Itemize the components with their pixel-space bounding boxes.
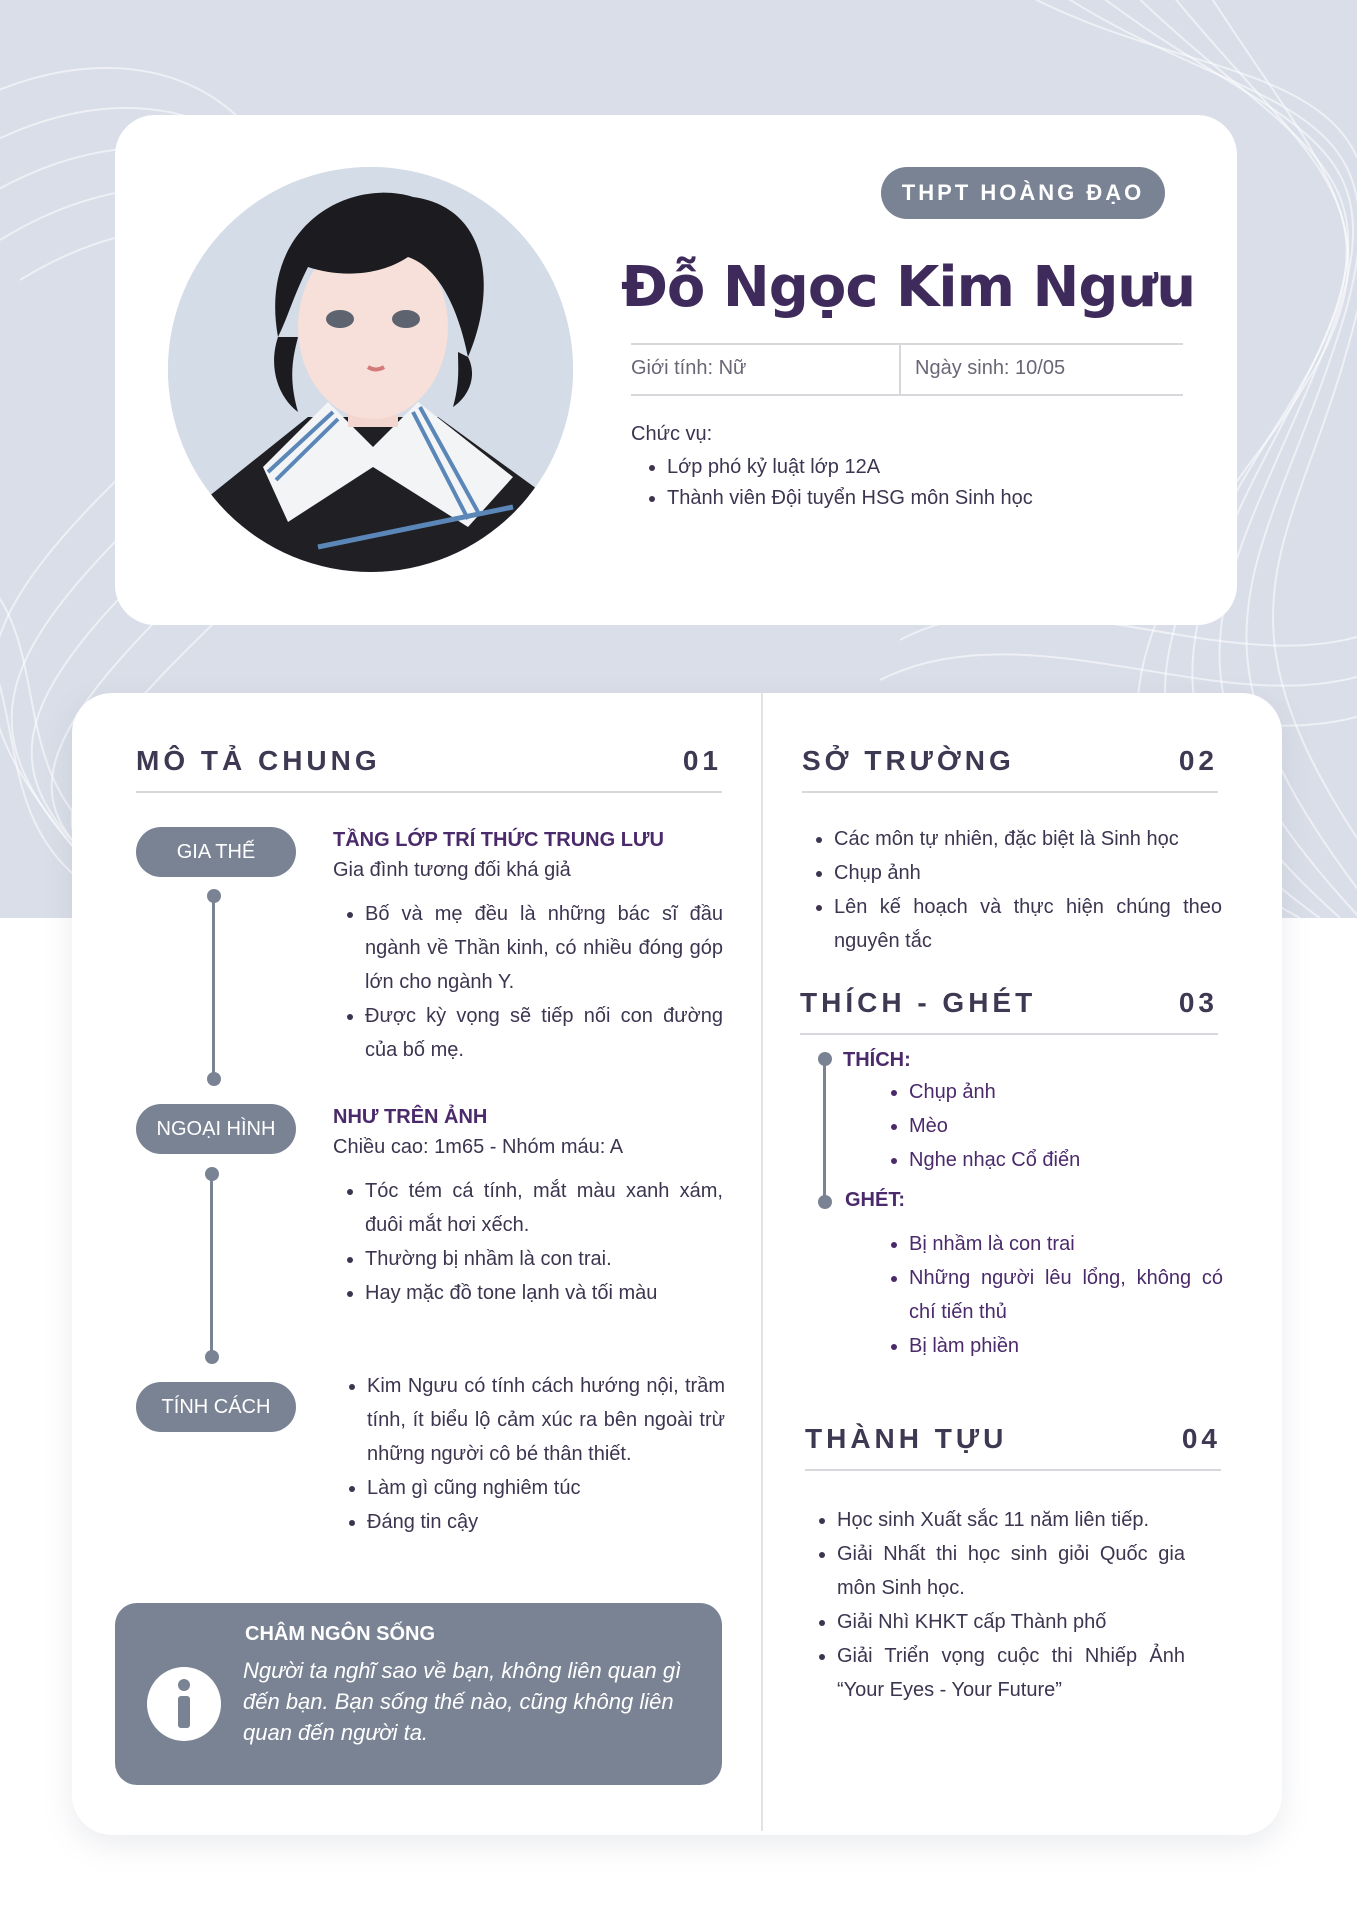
info-icon (145, 1665, 223, 1743)
section-likes-header (800, 987, 1218, 1035)
list-item: • Giải Nhì KHKT cấp Thành phố (837, 1605, 1185, 1639)
dislike-label: GHÉT: (845, 1189, 905, 1211)
section-title: MÔ TẢ CHUNG (136, 745, 381, 776)
motto-box (115, 1603, 722, 1785)
section-strengths-header (802, 745, 1218, 793)
appearance-title: NHƯ TRÊN ẢNH (333, 1106, 488, 1128)
list-item: • Bố và mẹ đều là những bác sĩ đầu ngành về Thần kinh, có nhiều đóng góp lớn cho ngành Y. (365, 897, 723, 999)
section-number: 04 (1181, 1423, 1221, 1454)
role-label: Chức vụ: (631, 423, 713, 445)
timeline-line (823, 1058, 826, 1203)
strengths-list (834, 822, 1222, 958)
motto-title: CHÂM NGÔN SỐNG (245, 1623, 435, 1645)
dislike-list (909, 1227, 1223, 1363)
list-item: • Học sinh Xuất sắc 11 năm liên tiếp. (837, 1503, 1185, 1537)
like-label: THÍCH: (843, 1049, 911, 1071)
list-item: • Đáng tin cậy (367, 1505, 725, 1539)
list-item: • Những người lêu lổng, không có chí tiến thủ (909, 1261, 1223, 1329)
student-name: Đỗ Ngọc Kim Ngưu (621, 255, 1196, 320)
motto-text: Người ta nghĩ sao về bạn, không liên quan gì đến bạn. Bạn sống thế nào, cũng không liên quan đến người ta. (243, 1658, 682, 1745)
likes-block (843, 1045, 1223, 1363)
list-item: • Nghe nhạc Cổ điển (909, 1143, 1223, 1177)
section-number: 03 (1178, 987, 1218, 1018)
pill-family: GIA THẾ (136, 827, 296, 877)
birthday-field: Ngày sinh: 10/05 (899, 345, 1183, 394)
family-title: TẦNG LỚP TRÍ THỨC TRUNG LƯU (333, 829, 664, 851)
timeline-dot (205, 1350, 219, 1364)
section-number: 02 (1178, 745, 1218, 776)
portrait-image (168, 167, 573, 572)
section-achievements-header (805, 1423, 1221, 1471)
timeline-dot (207, 1072, 221, 1086)
achievements-block (805, 1503, 1185, 1707)
strengths-block (802, 822, 1222, 958)
section-title: SỞ TRƯỜNG (802, 745, 1015, 776)
column-divider (761, 693, 763, 1831)
achievements-list (837, 1503, 1185, 1707)
timeline-line (210, 1173, 213, 1358)
list-item: • Tóc tém cá tính, mắt màu xanh xám, đuôi mắt hơi xếch. (365, 1174, 723, 1242)
role-item: • Lớp phó kỷ luật lớp 12A (667, 452, 1191, 483)
family-block (333, 825, 723, 1067)
role-list (667, 452, 1191, 514)
list-item: • Giải Nhất thi học sinh giỏi Quốc gia môn Sinh học. (837, 1537, 1185, 1605)
role-section (631, 423, 1191, 514)
section-title: THÀNH TỰU (805, 1423, 1008, 1454)
list-item: • Kim Ngưu có tính cách hướng nội, trầm tính, ít biểu lộ cảm xúc ra bên ngoài trừ những người cô bé thân thiết. (367, 1369, 725, 1471)
role-item: • Thành viên Đội tuyển HSG môn Sinh học (667, 483, 1191, 514)
school-badge: THPT HOÀNG ĐẠO (881, 167, 1165, 219)
family-list (365, 897, 723, 1067)
list-item: • Chụp ảnh (834, 856, 1222, 890)
pill-personality: TÍNH CÁCH (136, 1382, 296, 1432)
list-item: • Mèo (909, 1109, 1223, 1143)
personality-list (367, 1369, 725, 1539)
profile-header-card (115, 115, 1237, 625)
list-item: • Làm gì cũng nghiêm túc (367, 1471, 725, 1505)
appearance-list (365, 1174, 723, 1310)
family-subtitle: Gia đình tương đối khá giả (333, 859, 571, 881)
list-item: • Các môn tự nhiên, đặc biệt là Sinh học (834, 822, 1222, 856)
basic-info-row (631, 343, 1183, 396)
appearance-subtitle: Chiều cao: 1m65 - Nhóm máu: A (333, 1136, 624, 1158)
appearance-block (333, 1102, 723, 1310)
section-number: 01 (682, 745, 722, 776)
list-item: • Hay mặc đồ tone lạnh và tối màu (365, 1276, 723, 1310)
list-item: • Bị nhầm là con trai (909, 1227, 1223, 1261)
list-item: • Thường bị nhầm là con trai. (365, 1242, 723, 1276)
section-general-header (136, 745, 722, 793)
gender-field: Giới tính: Nữ (631, 357, 747, 379)
list-item: • Bị làm phiền (909, 1329, 1223, 1363)
like-list (909, 1075, 1223, 1177)
timeline-dot (818, 1195, 832, 1209)
personality-block (335, 1369, 725, 1539)
list-item: • Giải Triển vọng cuộc thi Nhiếp Ảnh “Your Eyes - Your Future” (837, 1639, 1185, 1707)
list-item: • Lên kế hoạch và thực hiện chúng theo nguyên tắc (834, 890, 1222, 958)
timeline-line (212, 895, 215, 1080)
section-title: THÍCH - GHÉT (800, 987, 1037, 1018)
list-item: • Chụp ảnh (909, 1075, 1223, 1109)
list-item: • Được kỳ vọng sẽ tiếp nối con đường của bố mẹ. (365, 999, 723, 1067)
pill-appearance: NGOẠI HÌNH (136, 1104, 296, 1154)
